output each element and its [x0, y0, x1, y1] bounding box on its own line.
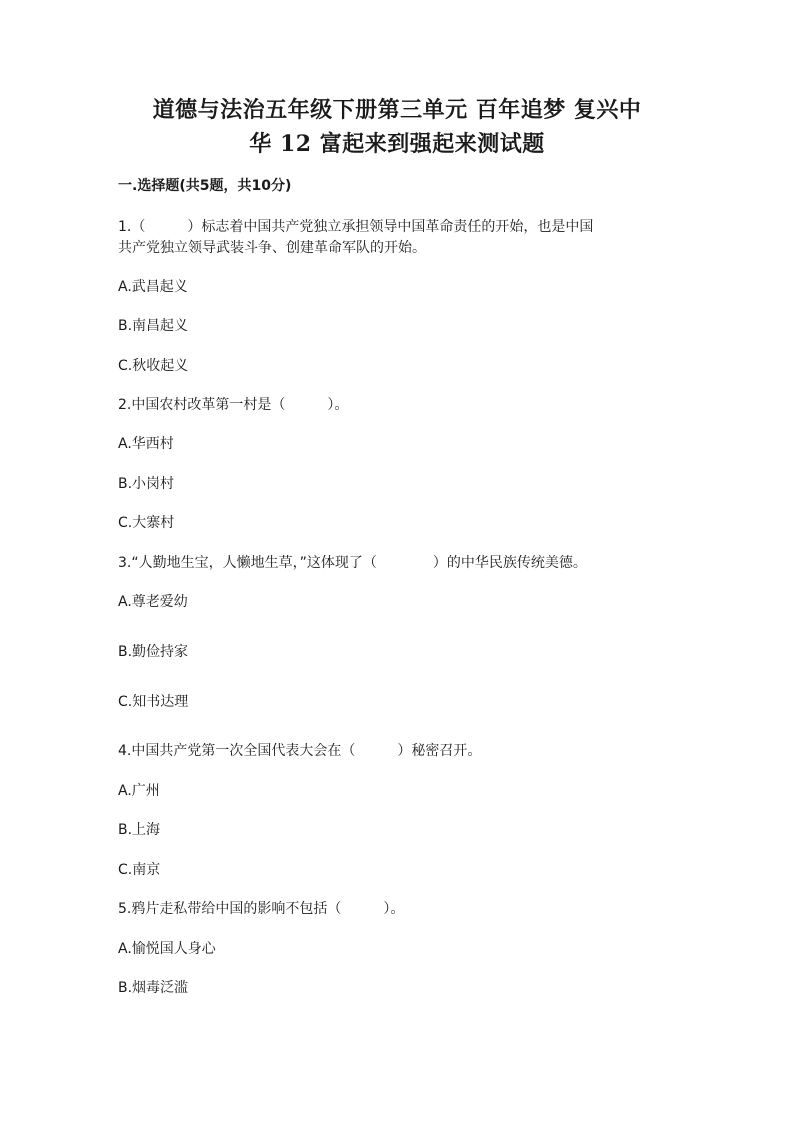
- question-1-option-c: C.秋收起义: [118, 358, 189, 374]
- page-title-line-2: 华 12 富起来到强起来测试题: [249, 131, 545, 157]
- question-3-option-b: B.勤俭持家: [118, 644, 189, 660]
- section-heading: 一.选择题(共5题，共10分): [118, 178, 292, 194]
- question-1-option-b: B.南昌起义: [118, 318, 189, 334]
- question-4-option-b: B.上海: [118, 822, 161, 838]
- question-5-option-a: A.愉悦国人身心: [118, 941, 216, 957]
- question-4-stem: 4.中国共产党第一次全国代表大会在（ ）秘密召开。: [118, 743, 482, 759]
- question-1-stem-line-2: 共产党独立领导武装斗争、创建革命军队的开始。: [118, 240, 426, 256]
- question-5-stem: 5.鸦片走私带给中国的影响不包括（ ）。: [118, 901, 405, 917]
- question-5-option-b: B.烟毒泛滥: [118, 980, 189, 996]
- question-1-option-a: A.武昌起义: [118, 279, 188, 295]
- question-4-option-c: C.南京: [118, 862, 161, 878]
- page-title-line-1: 道德与法治五年级下册第三单元 百年追梦 复兴中: [152, 97, 642, 123]
- question-2-option-b: B.小岗村: [118, 476, 175, 492]
- question-4-option-a: A.广州: [118, 783, 160, 799]
- question-2-option-a: A.华西村: [118, 436, 174, 452]
- question-3-option-c: C.知书达理: [118, 694, 189, 710]
- question-1-stem-line-1: 1.（ ）标志着中国共产党独立承担领导中国革命责任的开始，也是中国: [118, 219, 594, 235]
- question-3-stem: 3.“人勤地生宝，人懒地生草，”这体现了（ ）的中华民族传统美德。: [118, 555, 587, 571]
- question-2-option-c: C.大寨村: [118, 515, 175, 531]
- question-2-stem: 2.中国农村改革第一村是（ ）。: [118, 397, 349, 413]
- question-3-option-a: A.尊老爱幼: [118, 594, 188, 610]
